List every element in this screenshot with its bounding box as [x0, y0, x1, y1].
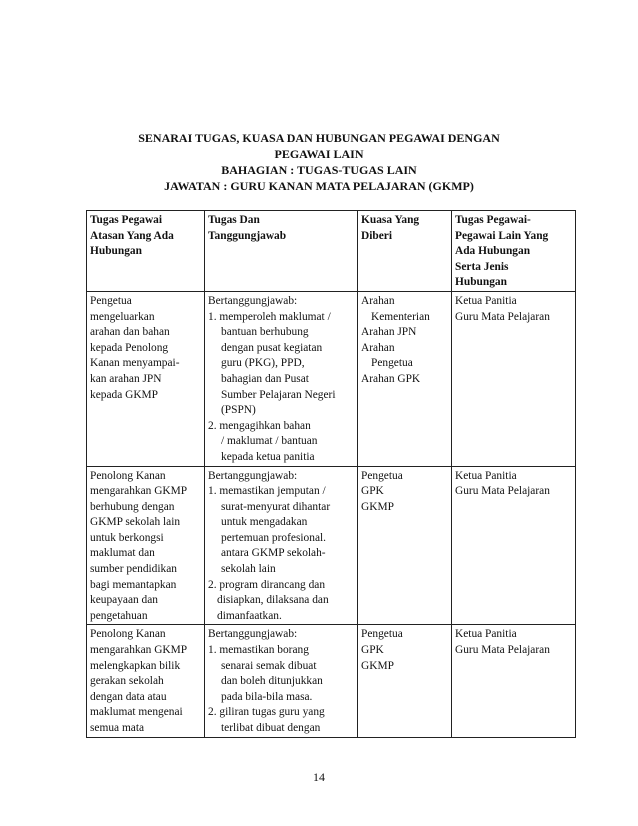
header-text: Diberi	[361, 229, 393, 242]
header-cell	[205, 211, 358, 292]
cell-line: Arahan GPK	[361, 372, 421, 385]
cell-line: Pengetua	[361, 628, 403, 641]
header-text: Kuasa Yang	[361, 214, 420, 226]
duties-table	[86, 210, 576, 738]
page-number: 14	[313, 770, 325, 784]
cell-line: Pengetua	[361, 469, 403, 482]
cell-line: 1. memastikan jemputan /	[208, 485, 326, 498]
cell-line: Ketua Panitia	[455, 469, 517, 482]
cell-line: sekolah lain	[221, 563, 276, 576]
cell-line: kepada GKMP	[90, 388, 159, 401]
cell-line: Guru Mata Pelajaran	[455, 485, 550, 498]
header-text: Tugas Pegawai	[90, 214, 163, 226]
cell-line: surat-menyurat dihantar	[221, 500, 331, 513]
cell-line: disiapkan, dilaksana dan	[217, 594, 329, 607]
cell-line: maklumat dan	[90, 547, 155, 560]
authority-cell	[358, 625, 452, 737]
cell-line: Kanan menyampai-	[90, 357, 180, 370]
cell-line: kepada ketua panitia	[221, 450, 315, 463]
related-officers-cell	[452, 625, 576, 737]
authority-cell	[358, 291, 452, 466]
cell-line: berhubung dengan	[90, 500, 175, 513]
cell-line: Pengetua	[371, 357, 413, 370]
cell-line: senarai semak dibuat	[221, 659, 317, 672]
cell-line: 1. memperoleh maklumat /	[208, 310, 331, 323]
cell-line: keupayaan dan	[90, 594, 158, 607]
cell-line: Pengetua	[90, 294, 132, 307]
header-cell	[452, 211, 576, 292]
cell-line: Bertanggungjawab:	[208, 294, 298, 307]
cell-line: sumber pendidikan	[90, 563, 177, 576]
cell-line: mengeluarkan	[90, 310, 155, 323]
cell-line: pada bila-bila masa.	[221, 690, 313, 703]
authority-cell	[358, 466, 452, 625]
cell-line: (PSPN)	[221, 404, 256, 417]
cell-line: Penolong Kanan	[90, 628, 166, 641]
document-header	[0, 130, 638, 194]
cell-line: Guru Mata Pelajaran	[455, 310, 550, 323]
cell-line: maklumat mengenai	[90, 706, 183, 719]
cell-line: Arahan JPN	[361, 326, 417, 339]
cell-line: pertemuan profesional.	[221, 531, 327, 544]
header-text: Tugas Dan	[208, 214, 260, 226]
header-text: Ada Hubungan	[455, 245, 531, 258]
cell-line: Penolong Kanan	[90, 469, 166, 482]
cell-line: bantuan berhubung	[221, 326, 309, 339]
cell-line: antara GKMP sekolah-	[221, 547, 326, 560]
related-officers-cell	[452, 466, 576, 625]
superior-duty-cell	[87, 466, 205, 625]
related-officers-cell	[452, 291, 576, 466]
cell-line: dengan data atau	[90, 690, 167, 703]
cell-line: GPK	[361, 485, 384, 498]
table-header-row	[87, 211, 576, 292]
cell-line: pengetahuan	[90, 609, 148, 622]
cell-line: bagi memantapkan	[90, 578, 177, 591]
cell-line: bahagian dan Pusat	[221, 372, 309, 385]
cell-line: GPK	[361, 644, 384, 657]
cell-line: Bertanggungjawab:	[208, 628, 298, 641]
cell-line: mengarahkan GKMP	[90, 485, 188, 498]
table-row	[87, 291, 576, 466]
cell-line: Ketua Panitia	[455, 294, 517, 307]
cell-line: GKMP	[361, 500, 394, 513]
table-row	[87, 466, 576, 625]
cell-line: Arahan	[361, 341, 395, 354]
cell-line: Sumber Pelajaran Negeri	[221, 388, 336, 401]
cell-line: arahan dan bahan	[90, 326, 170, 339]
cell-line: kepada Penolong	[90, 341, 169, 354]
cell-line: dengan pusat kegiatan	[221, 341, 323, 354]
cell-line: Arahan	[361, 294, 395, 307]
cell-line: semua mata	[90, 722, 145, 734]
cell-line: Ketua Panitia	[455, 628, 517, 641]
cell-line: untuk berkongsi	[90, 531, 164, 544]
cell-line: gerakan sekolah	[90, 675, 164, 688]
header-cell	[87, 211, 205, 292]
superior-duty-cell	[87, 625, 205, 737]
header-text: Serta Jenis	[455, 260, 509, 273]
header-text: Tanggungjawab	[208, 229, 287, 242]
header-text: Pegawai Lain Yang	[455, 229, 549, 242]
header-cell	[358, 211, 452, 292]
responsibility-cell	[205, 625, 358, 737]
cell-line: 2. mengagihkan bahan	[208, 419, 311, 432]
superior-duty-cell	[87, 291, 205, 466]
cell-line: terlibat dibuat dengan	[221, 722, 321, 734]
header-line-2: PEGAWAI LAIN	[274, 147, 364, 161]
table-row	[87, 625, 576, 737]
cell-line: guru (PKG), PPD,	[221, 357, 305, 370]
cell-line: untuk mengadakan	[221, 516, 308, 529]
header-text: Tugas Pegawai-	[455, 214, 531, 226]
cell-line: GKMP	[361, 659, 394, 672]
header-line-4: JAWATAN : GURU KANAN MATA PELAJARAN (GKMP)	[164, 179, 474, 193]
header-line-3: BAHAGIAN : TUGAS-TUGAS LAIN	[221, 163, 417, 177]
cell-line: Kementerian	[371, 310, 430, 323]
cell-line: 2. giliran tugas guru yang	[208, 706, 325, 719]
header-line-1: SENARAI TUGAS, KUASA DAN HUBUNGAN PEGAWAI DENGAN	[138, 131, 500, 145]
cell-line: melengkapkan bilik	[90, 659, 181, 672]
header-text: Hubungan	[455, 276, 507, 289]
cell-line: Bertanggungjawab:	[208, 469, 298, 482]
cell-line: Guru Mata Pelajaran	[455, 644, 550, 657]
header-text: Atasan Yang Ada	[90, 229, 174, 242]
cell-line: 2. program dirancang dan	[208, 578, 326, 591]
cell-line: 1. memastikan borang	[208, 644, 309, 657]
header-text: Hubungan	[90, 245, 142, 258]
cell-line: mengarahkan GKMP	[90, 644, 188, 657]
cell-line: / maklumat / bantuan	[221, 435, 318, 448]
cell-line: dan boleh ditunjukkan	[221, 675, 323, 688]
responsibility-cell	[205, 466, 358, 625]
responsibility-cell	[205, 291, 358, 466]
cell-line: dimanfaatkan.	[217, 609, 282, 622]
cell-line: GKMP sekolah lain	[90, 516, 181, 529]
cell-line: kan arahan JPN	[90, 372, 162, 385]
